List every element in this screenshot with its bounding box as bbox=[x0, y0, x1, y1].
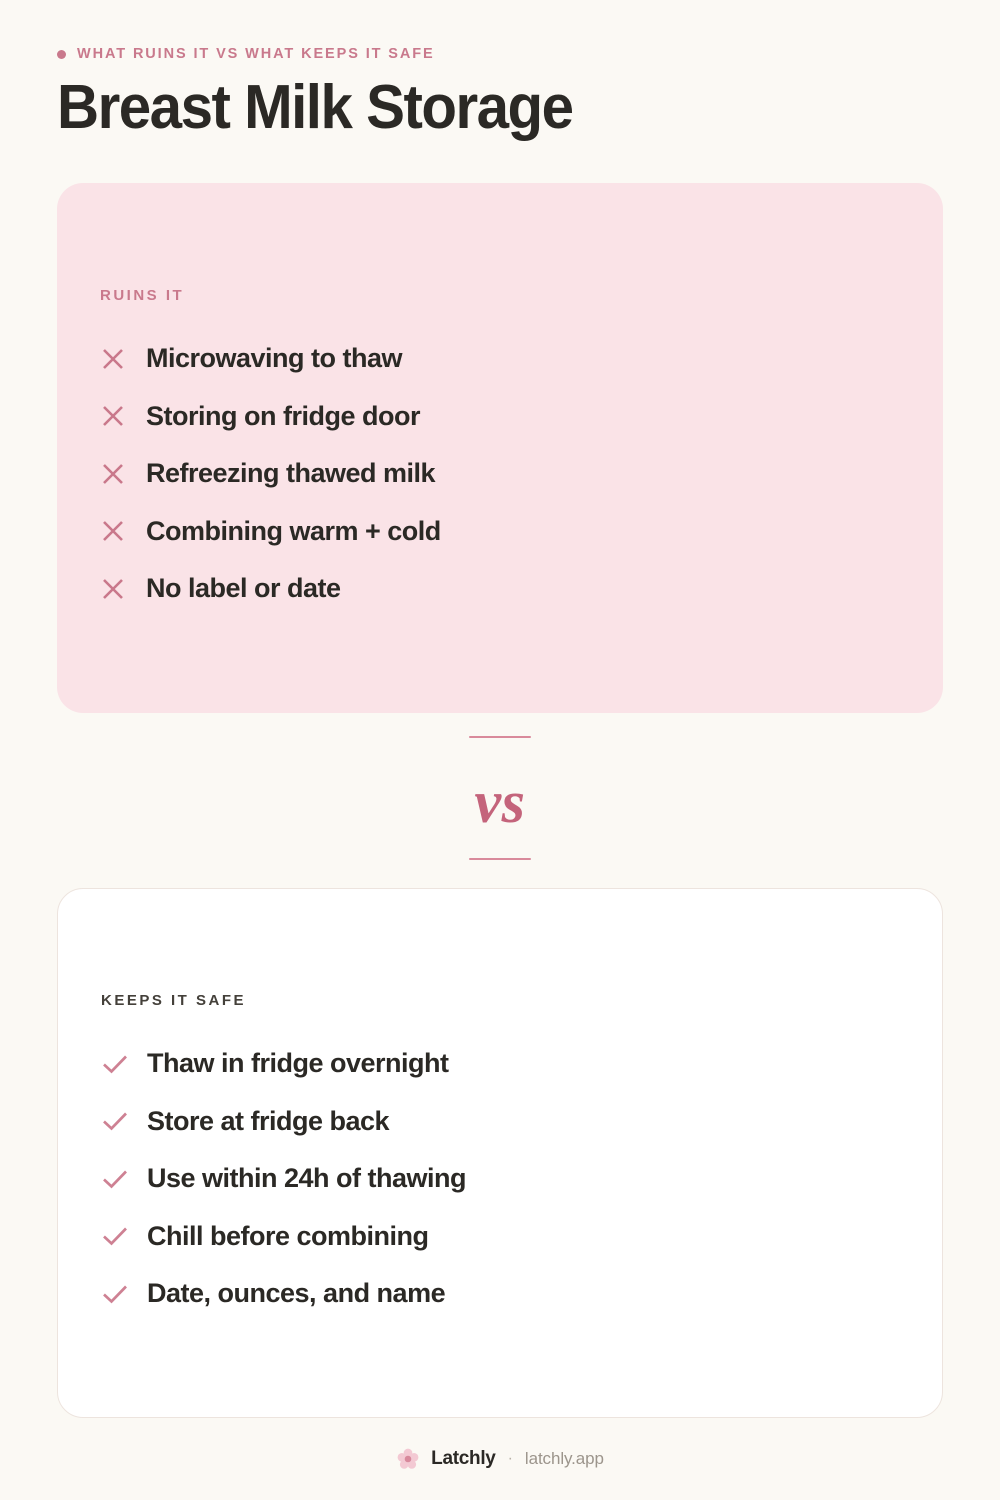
flower-icon bbox=[396, 1447, 420, 1471]
list-item-label: No label or date bbox=[146, 573, 341, 604]
list-item-label: Combining warm + cold bbox=[146, 515, 441, 546]
list-item bbox=[100, 330, 900, 388]
list-item bbox=[100, 445, 900, 503]
ruins-card-content bbox=[100, 287, 900, 618]
check-mark-icon bbox=[101, 1051, 147, 1077]
list-item-label: Use within 24h of thawing bbox=[147, 1163, 467, 1194]
eyebrow-label: WHAT RUINS IT VS WHAT KEEPS IT SAFE bbox=[77, 46, 435, 62]
ruins-list bbox=[100, 330, 900, 618]
check-mark-icon bbox=[101, 1108, 147, 1134]
list-item bbox=[101, 1035, 899, 1093]
list-item bbox=[100, 560, 900, 618]
safe-list bbox=[101, 1035, 899, 1323]
list-item-label: Date, ounces, and name bbox=[147, 1278, 446, 1309]
list-item bbox=[100, 503, 900, 561]
list-item-label: Store at fridge back bbox=[147, 1105, 390, 1136]
check-mark-icon bbox=[101, 1223, 147, 1249]
footer-url: latchly.app bbox=[524, 1449, 604, 1468]
list-item bbox=[101, 1093, 899, 1151]
page-header bbox=[57, 44, 943, 142]
list-item-label: Microwaving to thaw bbox=[146, 343, 403, 374]
ruins-card bbox=[57, 183, 943, 713]
list-item-label: Storing on fridge door bbox=[146, 400, 420, 431]
vs-divider bbox=[0, 736, 1000, 860]
check-mark-icon bbox=[101, 1281, 147, 1307]
bullet-dot-icon bbox=[57, 50, 66, 59]
list-item-label: Thaw in fridge overnight bbox=[147, 1048, 449, 1079]
list-item-label: Chill before combining bbox=[147, 1220, 429, 1251]
list-item bbox=[101, 1265, 899, 1323]
safe-card bbox=[57, 888, 943, 1418]
vs-label: vs bbox=[474, 769, 526, 835]
list-item bbox=[101, 1150, 899, 1208]
eyebrow bbox=[57, 44, 943, 64]
divider-rule-bottom bbox=[469, 858, 531, 860]
list-item bbox=[100, 388, 900, 446]
safe-card-label: KEEPS IT SAFE bbox=[101, 992, 247, 1009]
footer-separator: · bbox=[507, 1450, 513, 1467]
x-mark-icon bbox=[100, 461, 146, 487]
brand-name: Latchly bbox=[431, 1448, 496, 1469]
divider-rule-top bbox=[469, 736, 531, 738]
x-mark-icon bbox=[100, 403, 146, 429]
check-mark-icon bbox=[101, 1166, 147, 1192]
list-item bbox=[101, 1208, 899, 1266]
safe-card-content bbox=[101, 992, 899, 1323]
list-item-label: Refreezing thawed milk bbox=[146, 458, 436, 489]
footer bbox=[0, 1445, 1000, 1473]
x-mark-icon bbox=[100, 576, 146, 602]
page-title: Breast Milk Storage bbox=[57, 73, 573, 142]
ruins-card-label: RUINS IT bbox=[100, 287, 185, 304]
x-mark-icon bbox=[100, 518, 146, 544]
x-mark-icon bbox=[100, 346, 146, 372]
